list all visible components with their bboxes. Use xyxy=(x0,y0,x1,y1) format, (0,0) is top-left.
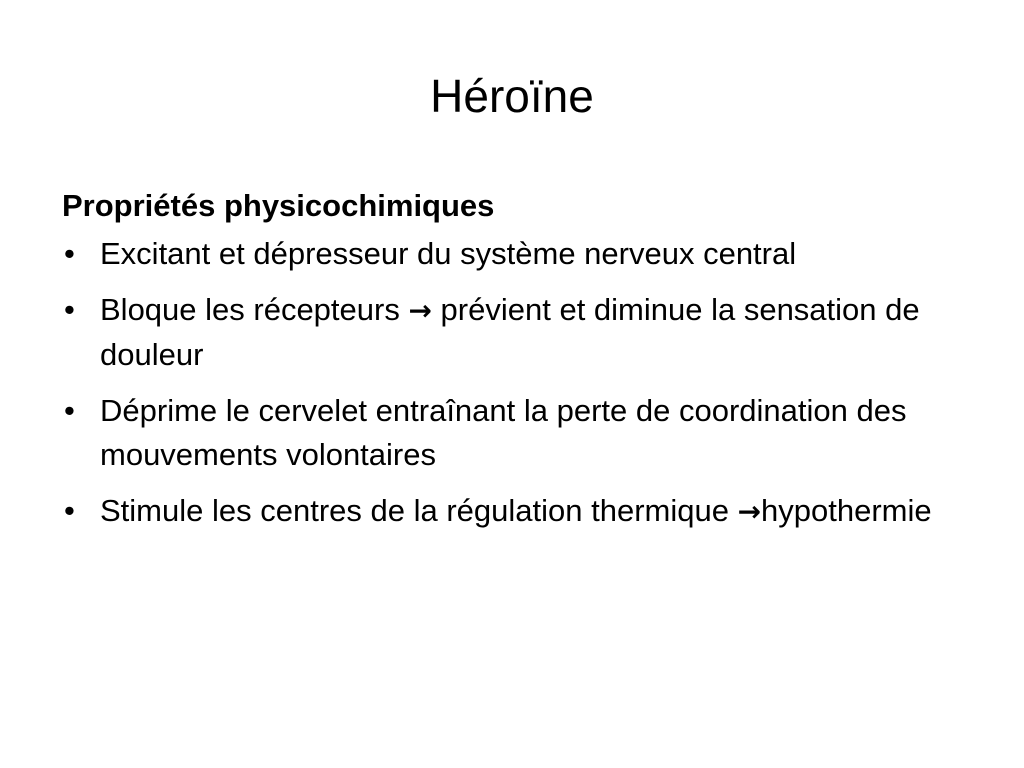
bullet-list xyxy=(62,232,972,534)
bullet-text: Déprime le cervelet entraînant la perte de coordination des mouvements volontaires xyxy=(100,393,907,472)
slide-body xyxy=(62,182,972,546)
bullet-item xyxy=(62,389,972,477)
bullet-icon: • xyxy=(64,292,75,327)
bullet-text: Stimule les centres de la régulation thermique xyxy=(100,493,738,528)
bullet-icon: • xyxy=(64,236,75,271)
bullet-text: Bloque les récepteurs xyxy=(100,292,409,327)
arrow-right-icon: → xyxy=(408,294,432,327)
bullet-item xyxy=(62,288,972,377)
bullet-item xyxy=(62,232,972,276)
bullet-icon: • xyxy=(64,493,75,528)
bullet-item xyxy=(62,489,972,534)
slide-title: Héroïne xyxy=(430,70,594,122)
bullet-icon: • xyxy=(64,393,75,428)
section-heading: Propriétés physicochimiques xyxy=(62,188,495,223)
arrow-right-icon: → xyxy=(737,495,762,528)
bullet-text: Excitant et dépresseur du système nerveux central xyxy=(100,236,797,271)
bullet-text-continued: hypothermie xyxy=(761,493,932,528)
bullet-text-continued: prévient et diminue la sensation de douleur xyxy=(100,292,920,372)
